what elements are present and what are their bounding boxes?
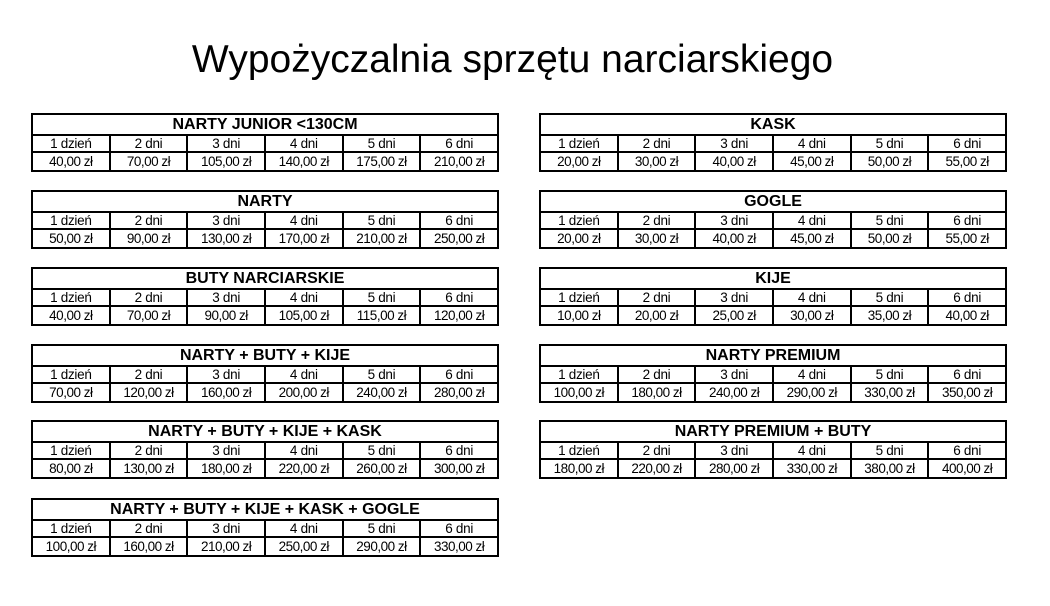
day-header: 3 dni <box>695 212 773 229</box>
day-header: 3 dni <box>187 442 265 459</box>
price-table-narty-junior <box>31 113 499 172</box>
day-header: 5 dni <box>851 135 929 152</box>
price-cell: 120,00 zł <box>420 306 498 325</box>
day-header: 1 dzień <box>32 442 110 459</box>
price-cell: 90,00 zł <box>110 229 188 248</box>
price-table-narty-buty-kije-kask-gogle <box>31 498 499 557</box>
price-table-narty <box>31 190 499 249</box>
price-cell: 70,00 zł <box>110 152 188 171</box>
day-header: 4 dni <box>265 520 343 537</box>
day-header: 3 dni <box>187 289 265 306</box>
day-header: 4 dni <box>265 135 343 152</box>
day-header: 6 dni <box>928 366 1006 383</box>
price-cell: 180,00 zł <box>540 459 618 478</box>
day-header: 4 dni <box>265 366 343 383</box>
price-cell: 350,00 zł <box>928 383 1006 402</box>
day-header: 6 dni <box>420 442 498 459</box>
day-header: 4 dni <box>265 289 343 306</box>
day-header: 2 dni <box>618 212 696 229</box>
day-header: 5 dni <box>851 289 929 306</box>
price-cell: 55,00 zł <box>928 229 1006 248</box>
price-cell: 55,00 zł <box>928 152 1006 171</box>
day-header: 6 dni <box>928 212 1006 229</box>
day-header: 1 dzień <box>540 289 618 306</box>
day-header: 6 dni <box>928 135 1006 152</box>
price-cell: 25,00 zł <box>695 306 773 325</box>
price-cell: 50,00 zł <box>851 152 929 171</box>
price-cell: 170,00 zł <box>265 229 343 248</box>
day-header: 2 dni <box>618 442 696 459</box>
price-cell: 130,00 zł <box>110 459 188 478</box>
price-cell: 20,00 zł <box>540 152 618 171</box>
price-cell: 290,00 zł <box>773 383 851 402</box>
price-table-narty-buty-kije-kask <box>31 420 499 479</box>
price-cell: 20,00 zł <box>540 229 618 248</box>
price-cell: 115,00 zł <box>343 306 421 325</box>
day-header: 5 dni <box>343 442 421 459</box>
price-cell: 380,00 zł <box>851 459 929 478</box>
price-cell: 35,00 zł <box>851 306 929 325</box>
price-cell: 250,00 zł <box>265 537 343 556</box>
page-title: Wypożyczalnia sprzętu narciarskiego <box>191 38 834 81</box>
table-title: NARTY <box>32 191 498 212</box>
price-table-narty-buty-kije <box>31 344 499 403</box>
table-title: GOGLE <box>540 191 1006 212</box>
price-cell: 175,00 zł <box>343 152 421 171</box>
price-cell: 40,00 zł <box>32 152 110 171</box>
day-header: 3 dni <box>187 212 265 229</box>
price-cell: 210,00 zł <box>187 537 265 556</box>
day-header: 4 dni <box>265 442 343 459</box>
price-table-narty-premium-buty <box>539 420 1007 479</box>
price-cell: 105,00 zł <box>265 306 343 325</box>
day-header: 2 dni <box>618 366 696 383</box>
price-cell: 100,00 zł <box>32 537 110 556</box>
price-cell: 130,00 zł <box>187 229 265 248</box>
table-title: NARTY PREMIUM + BUTY <box>540 421 1006 442</box>
day-header: 3 dni <box>695 289 773 306</box>
price-cell: 40,00 zł <box>928 306 1006 325</box>
day-header: 6 dni <box>420 289 498 306</box>
price-cell: 220,00 zł <box>618 459 696 478</box>
day-header: 6 dni <box>420 520 498 537</box>
price-cell: 280,00 zł <box>420 383 498 402</box>
price-table-gogle <box>539 190 1007 249</box>
price-cell: 105,00 zł <box>187 152 265 171</box>
price-cell: 280,00 zł <box>695 459 773 478</box>
price-cell: 70,00 zł <box>110 306 188 325</box>
day-header: 6 dni <box>420 212 498 229</box>
table-title: NARTY + BUTY + KIJE + KASK + GOGLE <box>32 499 498 520</box>
day-header: 6 dni <box>420 366 498 383</box>
price-table-kije <box>539 267 1007 326</box>
price-table-buty-narciarskie <box>31 267 499 326</box>
day-header: 6 dni <box>928 442 1006 459</box>
price-cell: 330,00 zł <box>773 459 851 478</box>
table-title: KASK <box>540 114 1006 135</box>
price-cell: 180,00 zł <box>618 383 696 402</box>
day-header: 2 dni <box>618 135 696 152</box>
price-cell: 260,00 zł <box>343 459 421 478</box>
day-header: 3 dni <box>187 520 265 537</box>
day-header: 5 dni <box>851 366 929 383</box>
day-header: 5 dni <box>343 212 421 229</box>
price-cell: 20,00 zł <box>618 306 696 325</box>
price-cell: 160,00 zł <box>110 537 188 556</box>
price-cell: 10,00 zł <box>540 306 618 325</box>
price-cell: 40,00 zł <box>695 152 773 171</box>
price-cell: 240,00 zł <box>343 383 421 402</box>
table-title: NARTY JUNIOR <130CM <box>32 114 498 135</box>
day-header: 5 dni <box>851 442 929 459</box>
day-header: 4 dni <box>773 135 851 152</box>
price-cell: 330,00 zł <box>420 537 498 556</box>
price-cell: 220,00 zł <box>265 459 343 478</box>
price-cell: 180,00 zł <box>187 459 265 478</box>
day-header: 2 dni <box>110 212 188 229</box>
price-cell: 200,00 zł <box>265 383 343 402</box>
day-header: 4 dni <box>265 212 343 229</box>
day-header: 3 dni <box>187 366 265 383</box>
day-header: 5 dni <box>343 366 421 383</box>
price-cell: 240,00 zł <box>695 383 773 402</box>
price-table-kask <box>539 113 1007 172</box>
day-header: 1 dzień <box>32 520 110 537</box>
price-cell: 140,00 zł <box>265 152 343 171</box>
price-cell: 400,00 zł <box>928 459 1006 478</box>
price-cell: 330,00 zł <box>851 383 929 402</box>
price-cell: 160,00 zł <box>187 383 265 402</box>
day-header: 1 dzień <box>32 135 110 152</box>
day-header: 1 dzień <box>540 366 618 383</box>
price-cell: 40,00 zł <box>32 306 110 325</box>
day-header: 5 dni <box>343 289 421 306</box>
price-cell: 45,00 zł <box>773 229 851 248</box>
day-header: 5 dni <box>343 520 421 537</box>
price-cell: 250,00 zł <box>420 229 498 248</box>
day-header: 1 dzień <box>540 212 618 229</box>
day-header: 2 dni <box>110 366 188 383</box>
day-header: 1 dzień <box>32 289 110 306</box>
table-title: NARTY + BUTY + KIJE + KASK <box>32 421 498 442</box>
day-header: 4 dni <box>773 212 851 229</box>
day-header: 5 dni <box>851 212 929 229</box>
price-cell: 90,00 zł <box>187 306 265 325</box>
day-header: 4 dni <box>773 366 851 383</box>
day-header: 2 dni <box>110 135 188 152</box>
day-header: 1 dzień <box>540 442 618 459</box>
table-title: BUTY NARCIARSKIE <box>32 268 498 289</box>
price-cell: 40,00 zł <box>695 229 773 248</box>
day-header: 1 dzień <box>540 135 618 152</box>
day-header: 2 dni <box>110 289 188 306</box>
day-header: 2 dni <box>618 289 696 306</box>
price-cell: 30,00 zł <box>618 152 696 171</box>
price-cell: 210,00 zł <box>420 152 498 171</box>
price-table-narty-premium <box>539 344 1007 403</box>
day-header: 5 dni <box>343 135 421 152</box>
table-title: NARTY + BUTY + KIJE <box>32 345 498 366</box>
table-title: NARTY PREMIUM <box>540 345 1006 366</box>
day-header: 4 dni <box>773 442 851 459</box>
price-cell: 70,00 zł <box>32 383 110 402</box>
day-header: 6 dni <box>928 289 1006 306</box>
day-header: 1 dzień <box>32 366 110 383</box>
day-header: 1 dzień <box>32 212 110 229</box>
day-header: 4 dni <box>773 289 851 306</box>
price-cell: 210,00 zł <box>343 229 421 248</box>
price-cell: 45,00 zł <box>773 152 851 171</box>
price-cell: 50,00 zł <box>32 229 110 248</box>
price-cell: 100,00 zł <box>540 383 618 402</box>
day-header: 2 dni <box>110 520 188 537</box>
day-header: 3 dni <box>695 366 773 383</box>
price-cell: 290,00 zł <box>343 537 421 556</box>
price-cell: 30,00 zł <box>618 229 696 248</box>
day-header: 3 dni <box>695 442 773 459</box>
price-cell: 50,00 zł <box>851 229 929 248</box>
price-cell: 80,00 zł <box>32 459 110 478</box>
table-title: KIJE <box>540 268 1006 289</box>
day-header: 3 dni <box>187 135 265 152</box>
day-header: 6 dni <box>420 135 498 152</box>
price-cell: 300,00 zł <box>420 459 498 478</box>
price-cell: 120,00 zł <box>110 383 188 402</box>
day-header: 2 dni <box>110 442 188 459</box>
day-header: 3 dni <box>695 135 773 152</box>
price-cell: 30,00 zł <box>773 306 851 325</box>
